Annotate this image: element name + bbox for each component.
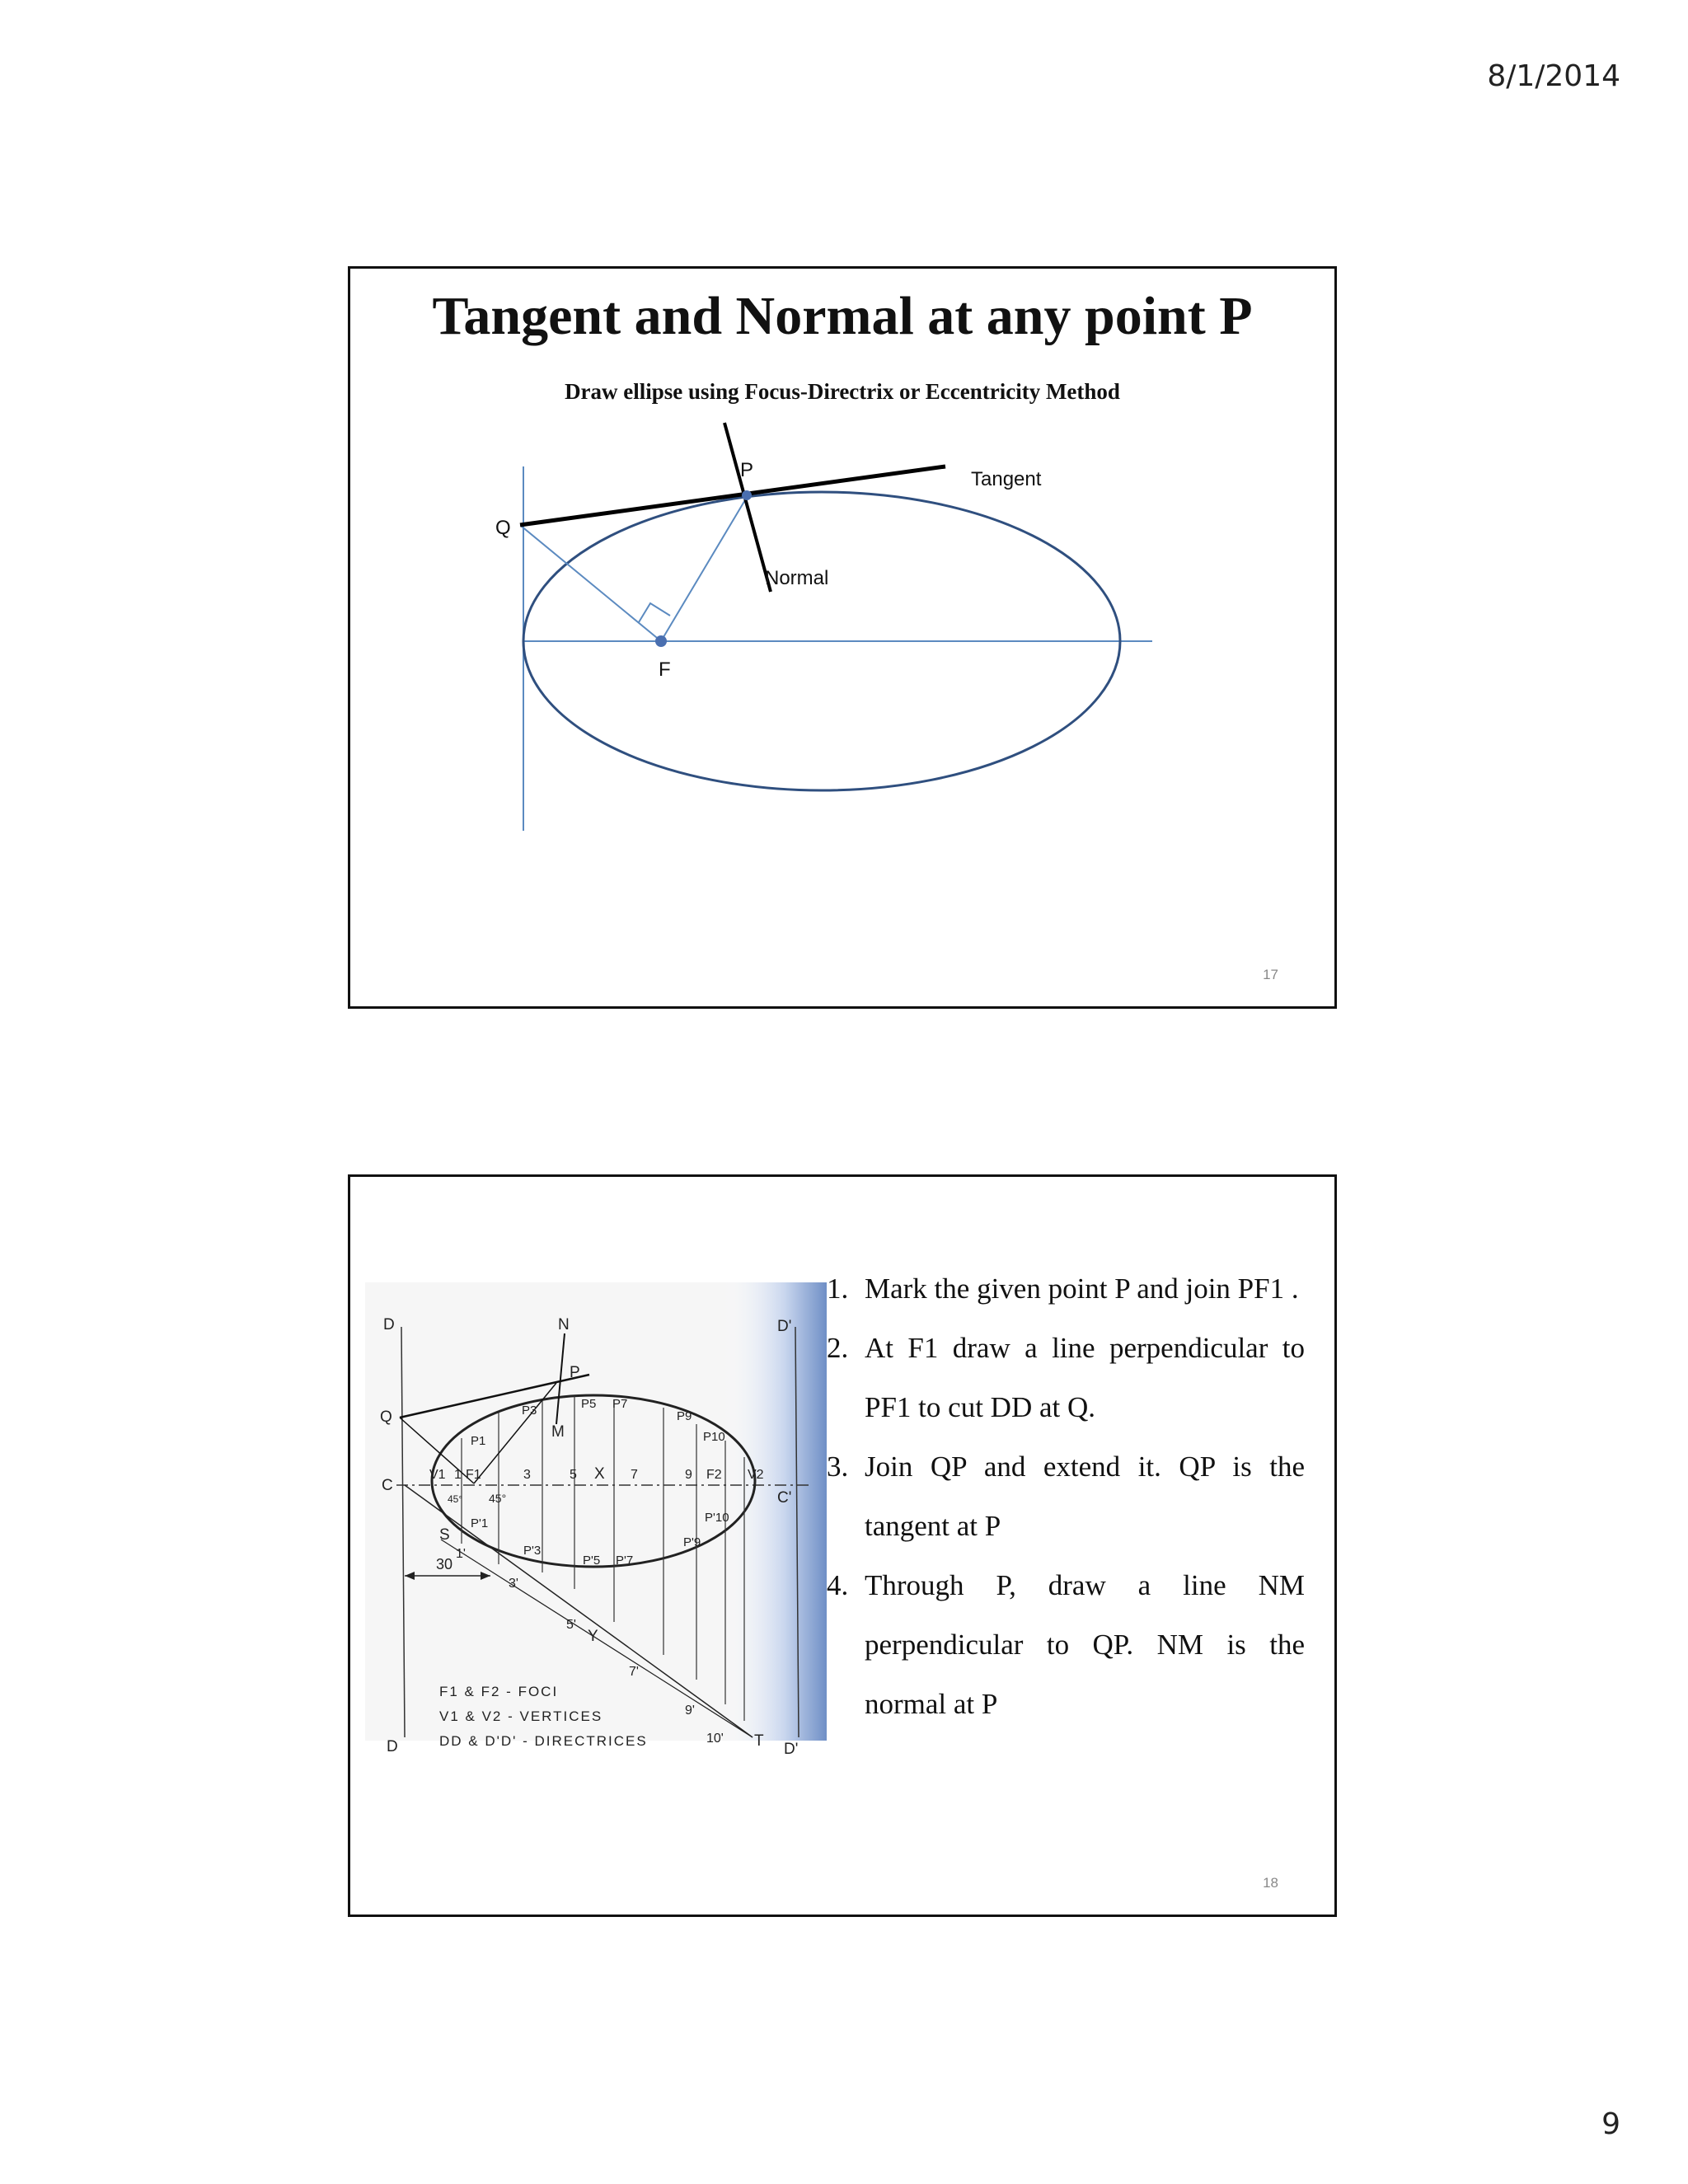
fig-label-p1-prime: P'1 — [471, 1516, 489, 1530]
fig-label-n9-prime: 9' — [685, 1704, 695, 1718]
fig-label-y: Y — [588, 1628, 598, 1645]
fig-label-p: P — [570, 1364, 580, 1381]
fig-label-v2: V2 — [748, 1468, 764, 1482]
slide-title: Tangent and Normal at any point P — [432, 286, 1253, 346]
fig-label-v1: V1 — [429, 1468, 446, 1482]
slide-number: 17 — [1263, 967, 1278, 982]
step-text: Through P, draw a line NM perpendicular to QP. NM is the normal at P — [865, 1569, 1305, 1720]
legend-directrices: DD & D'D' - DIRECTRICES — [439, 1733, 648, 1749]
label-p: P — [740, 459, 754, 481]
fig-label-n3: 3 — [523, 1468, 531, 1482]
fig-label-n3-prime: 3' — [509, 1577, 518, 1591]
slide-subtitle: Draw ellipse using Focus-Directrix or Eccentricity Method — [565, 379, 1120, 404]
fig-label-p7-prime: P'7 — [616, 1554, 634, 1568]
fig-label-p5: P5 — [581, 1397, 597, 1411]
step-number: 2. — [827, 1332, 849, 1364]
fig-label-q: Q — [380, 1408, 392, 1426]
fig-label-n9: 9 — [685, 1468, 692, 1482]
fig-label-p3-prime: P'3 — [523, 1544, 542, 1558]
page-number: 9 — [1601, 2107, 1620, 2141]
label-f: F — [659, 658, 671, 681]
slide-number: 18 — [1263, 1875, 1278, 1891]
fig-label-n5: 5 — [570, 1468, 577, 1482]
step-number: 3. — [827, 1451, 849, 1483]
step-item — [827, 1437, 1305, 1556]
fig-label-d-prime-bottom: D' — [784, 1741, 799, 1758]
header-date: 8/1/2014 — [1487, 59, 1620, 93]
fig-label-p7: P7 — [612, 1397, 628, 1411]
fig-label-n1-prime: 1' — [456, 1547, 466, 1561]
label-normal: Normal — [765, 567, 829, 589]
right-angle-mark — [639, 603, 670, 622]
step-number: 4. — [827, 1569, 849, 1601]
fig-label-p9: P9 — [677, 1409, 692, 1423]
fig-label-n: N — [558, 1316, 570, 1333]
fig-label-c: C — [382, 1477, 393, 1494]
fig-label-t: T — [754, 1732, 764, 1750]
fig-label-angle-a: 45° — [448, 1493, 463, 1505]
fig-label-d-prime-top: D' — [777, 1318, 792, 1335]
fig-label-p10: P10 — [703, 1430, 725, 1444]
steps-list — [827, 1259, 1305, 1734]
step-text: Join QP and extend it. QP is the tangent at P — [865, 1451, 1305, 1542]
step-item — [827, 1556, 1305, 1734]
step-item — [827, 1319, 1305, 1437]
fig-label-dim: 30 — [436, 1556, 453, 1572]
legend-vertices: V1 & V2 - VERTICES — [439, 1708, 603, 1724]
legend-foci: F1 & F2 - FOCI — [439, 1684, 559, 1699]
fig-label-p1: P1 — [471, 1434, 486, 1448]
fig-label-p3: P3 — [522, 1404, 537, 1418]
point-p — [742, 490, 752, 500]
point-f — [655, 635, 667, 647]
ellipse-tangent-diagram — [350, 269, 1334, 1006]
step-text: At F1 draw a line perpendicular to PF1 to cut DD at Q. — [865, 1332, 1305, 1423]
fig-label-m: M — [551, 1423, 565, 1441]
fig-label-s: S — [439, 1526, 450, 1544]
fig-label-d-bottom: D — [387, 1738, 398, 1755]
line-fp — [661, 494, 748, 641]
fig-label-n5-prime: 5' — [566, 1618, 576, 1632]
fig-label-f1: F1 — [466, 1468, 481, 1482]
label-q: Q — [495, 517, 511, 539]
slide-18 — [348, 1174, 1337, 1917]
fig-label-p9-prime: P'9 — [683, 1535, 701, 1549]
fig-label-n10-prime: 10' — [706, 1732, 724, 1746]
fig-label-n7: 7 — [631, 1468, 638, 1482]
fig-label-n1: 1 — [454, 1468, 462, 1482]
fig-label-c-prime: C' — [777, 1489, 792, 1507]
fig-label-f2: F2 — [706, 1468, 722, 1482]
slide-17 — [348, 266, 1337, 1009]
fig-label-angle-b: 45° — [489, 1492, 507, 1505]
fig-label-p10-prime: P'10 — [705, 1511, 729, 1525]
fig-label-n7-prime: 7' — [629, 1665, 639, 1679]
fig-label-p5-prime: P'5 — [583, 1554, 601, 1568]
label-tangent: Tangent — [971, 468, 1042, 490]
step-number: 1. — [827, 1272, 849, 1305]
textbook-figure — [350, 1177, 828, 1915]
step-text: Mark the given point P and join PF1 . — [865, 1272, 1299, 1305]
scan-edge-shadow — [721, 1282, 827, 1741]
fig-label-x: X — [594, 1465, 605, 1483]
line-qf — [521, 526, 661, 641]
fig-label-d-top: D — [383, 1316, 395, 1333]
step-item — [827, 1259, 1305, 1319]
normal-line — [724, 423, 771, 592]
